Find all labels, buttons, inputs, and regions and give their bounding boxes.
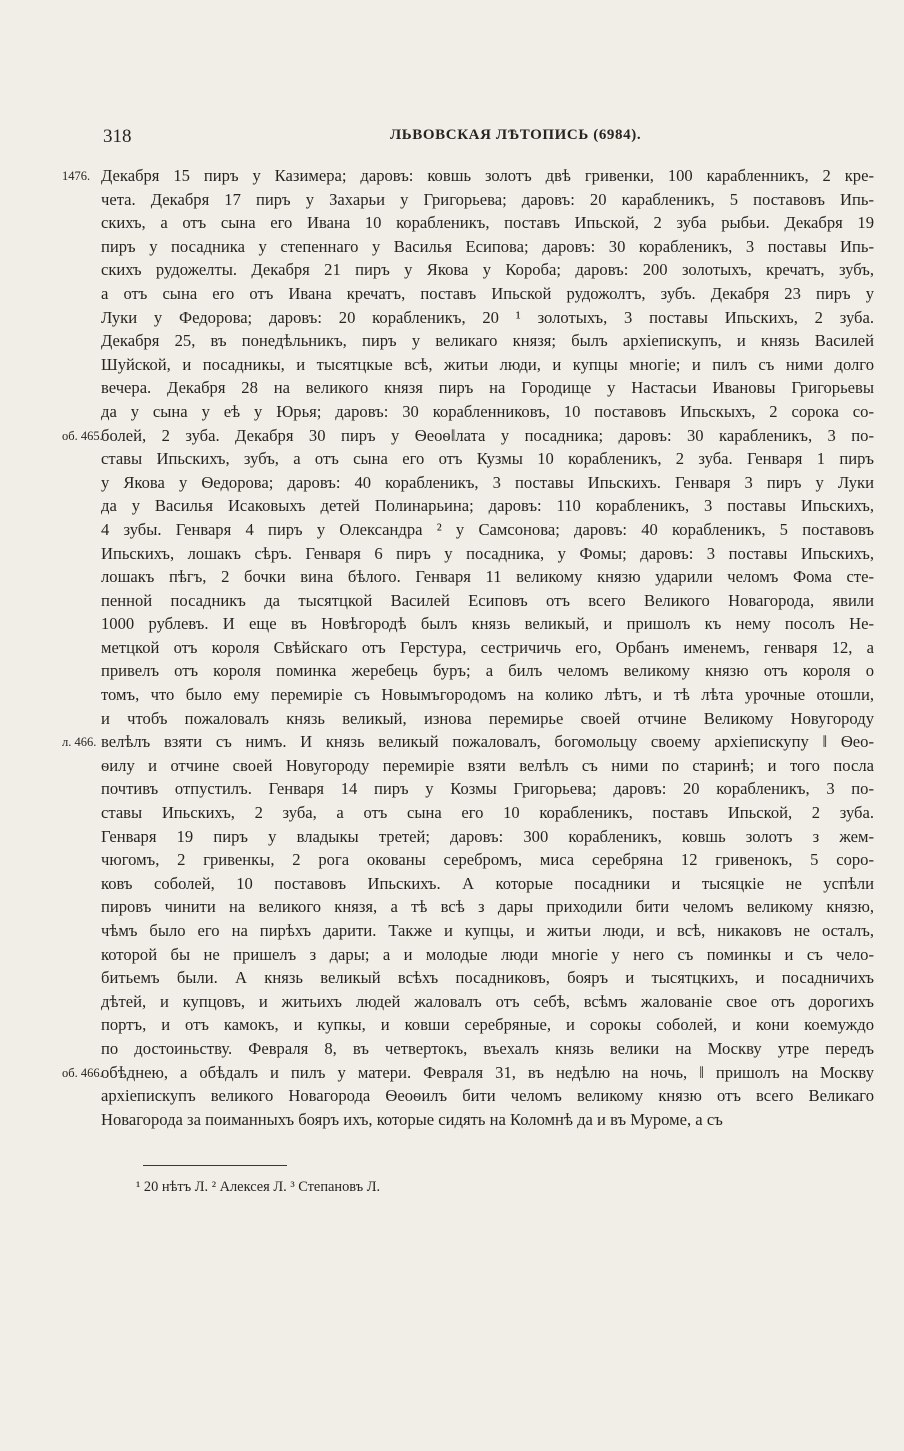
text-line [0, 235, 904, 259]
line-text: Декабря 15 пиръ у Казимера; даровъ: ковшь золотъ двѣ гривенки, 100 карабленникъ, 2 кре- [101, 166, 874, 185]
line-text: дѣтей, и купцовъ, и житьихъ людей жаловалъ отъ себѣ, всѣмъ жалованіе свое отъ дорогихъ [101, 991, 874, 1011]
line-text: привелъ отъ короля поминка жеребець буръ; а билъ челомъ великому князю отъ короля о [101, 661, 874, 681]
line-text: чюгомъ, 2 гривенкы, 2 рога окованы серебромъ, миса серебряна 12 гривенокъ, 5 соро- [101, 850, 874, 870]
line-text: а отъ сына его отъ Ивана кречатъ, поставъ Ипьской рудожолтъ, зубъ. Декабря 23 пиръ у [101, 283, 874, 303]
line-text: и чтобъ пожаловалъ князь великый, изнова перемирье своей отчине Великому Новугороду [101, 708, 874, 728]
line-text: ставы Ипьскихъ, 2 зуба, а отъ сына его 10 корабленикъ, поставъ Ипьской, 2 зуба. [101, 803, 874, 823]
text-line [0, 1084, 904, 1108]
text-line [0, 990, 904, 1014]
footnote-divider [143, 1165, 287, 1166]
line-text: скихъ, а отъ сына его Ивана 10 корабленикъ, поставъ Ипьской, 2 зуба рыбьи. Декабря 19 [101, 213, 874, 233]
margin-note-year: 1476. [62, 169, 91, 183]
text-line [0, 895, 904, 919]
text-line [0, 612, 904, 636]
running-title: ЛЬВОВСКАЯ ЛѢТОПИСЬ (6984). [390, 127, 642, 143]
line-text: битьемъ были. А князь великый всѣхъ посадниковъ, бояръ и тысятцкихъ, и посадничихъ [101, 968, 874, 988]
text-line [0, 282, 904, 306]
text-line [0, 919, 904, 943]
footnotes: ¹ 20 нѣтъ Л. ² Алексея Л. ³ Степановъ Л. [136, 1179, 381, 1195]
line-text: вечера. Декабря 28 на великого князя пиръ на Городище у Настасьи Ивановы Григорьевы [101, 378, 874, 398]
margin-note-ob465: об. 465. [62, 428, 103, 443]
text-line [0, 636, 904, 660]
line-text: томъ, что было ему перемиріе съ Новымъгородомъ на колико лѣтъ, и тѣ лѣта урочные отошли, [101, 685, 874, 705]
text-line [0, 1108, 904, 1132]
text-line [0, 872, 904, 896]
text-line [0, 565, 904, 589]
line-text: Генваря 19 пиръ у владыкы третей; даровъ: 300 корабленикъ, ковшь золотъ з жем- [101, 826, 874, 846]
line-text: пировъ чинити на великого князя, а тѣ всѣ з дары приходили бити челомъ великому князю, [101, 897, 874, 917]
text-line [0, 1037, 904, 1061]
text-line [0, 848, 904, 872]
line-text: по достоиньству. Февраля 8, въ четвертокъ, въехалъ князь велики на Москву утре передъ [101, 1038, 874, 1058]
line-text: архіепискупъ великого Новагорода Ѳеоѳилъ бити челомъ великому князю отъ всего Великаго [101, 1086, 874, 1106]
text-line [0, 730, 904, 754]
line-text: лошакъ пѣгъ, 2 бочки вина бѣлого. Генваря 11 великому князю ударили челомъ Фома сте- [101, 567, 874, 587]
text-line [0, 400, 904, 424]
text-line [0, 306, 904, 330]
text-line [0, 801, 904, 825]
margin-note-ob466: об. 466. [62, 1065, 103, 1080]
line-text: ѳилу и отчине своей Новугороду перемиріе взяти велѣлъ съ ними по старинѣ; и того посла [101, 755, 874, 775]
line-text: скихъ рудожелты. Декабря 21 пиръ у Якова у Короба; даровъ: 200 золотыхъ, кречатъ, зубъ, [101, 260, 874, 280]
text-line [0, 353, 904, 377]
line-text: Луки у Федорова; даровъ: 20 корабленикъ, 20 ¹ золотыхъ, 3 поставы Ипьскихъ, 2 зуба. [101, 307, 874, 327]
text-line [0, 494, 904, 518]
line-text: обѣднею, а обѣдалъ и пилъ у матери. Февраля 31, въ недѣлю на ночь, ‖ пришолъ на Москву [101, 1062, 874, 1082]
line-text: чета. Декабря 17 пиръ у Захарьи у Григорьева; даровъ: 20 карабленикъ, 5 поставовъ Ипь- [101, 189, 874, 209]
line-text: велѣлъ взяти съ нимъ. И князь великый пожаловалъ, богомольцу своему архіепискупу ‖ Ѳео- [101, 732, 874, 752]
text-line [0, 542, 904, 566]
text-line [0, 211, 904, 235]
line-text: Декабря 25, въ понедѣльникъ, пиръ у великаго князя; былъ архіепискупъ, и князь Василей [101, 331, 874, 351]
line-text: ставы Ипьскихъ, зубъ, а отъ сына его отъ Кузмы 10 корабленикъ, 2 зуба. Генваря 1 пиръ [101, 449, 874, 469]
text-line [0, 589, 904, 613]
text-line [0, 683, 904, 707]
line-text: пиръ у посадника у степеннаго у Василья Есипова; даровъ: 30 корабленикъ, 3 поставы Ипь- [101, 236, 874, 256]
text-line [0, 258, 904, 282]
line-text: пенной посадникъ да тысятцкой Василей Есиповъ отъ всего Великого Новагорода, явили [101, 590, 874, 610]
text-line [0, 1013, 904, 1037]
line-text: почтивъ отпустилъ. Генваря 14 пиръ у Козмы Григорьева; даровъ: 20 корабленикъ, 3 по- [101, 779, 874, 799]
line-text: у Якова у Ѳедорова; даровъ: 40 корабленикъ, 3 поставы Ипьскихъ. Генваря 3 пиръ у Луки [101, 472, 874, 492]
margin-note-l466: л. 466. [62, 735, 97, 750]
text-line [0, 471, 904, 495]
line-text: 1000 рублевъ. И еще въ Новѣгородѣ былъ князь великый, и пришолъ къ нему посолъ Не- [101, 614, 874, 634]
text-line [0, 966, 904, 990]
text-line [0, 329, 904, 353]
line-text: чѣмъ было его на пирѣхъ дарити. Также и купцы, и житьи люди, и всѣ, никаковъ не осталъ, [101, 921, 874, 940]
text-line [0, 164, 904, 188]
text-line [0, 707, 904, 731]
text-line [0, 754, 904, 778]
text-line [0, 424, 904, 448]
text-line [0, 1061, 904, 1085]
line-text: Ипьскихъ, лошакъ сѣръ. Генваря 6 пиръ у посадника, у Фомы; даровъ: 3 поставы Ипьскихъ, [101, 543, 874, 563]
text-line [0, 943, 904, 967]
text-line [0, 447, 904, 471]
text-line [0, 659, 904, 683]
line-text: ковъ соболей, 10 поставовъ Ипьскихъ. А которые посадники и тысяцкіе не успѣли [101, 873, 874, 893]
line-text: метцкой отъ короля Свѣйскаго отъ Герстура, сестричичь его, Орбанъ именемъ, генваря 12, а [101, 637, 874, 657]
line-text: да у Василья Исаковыхъ детей Полинарьина; даровъ: 110 корабленикъ, 3 поставы Ипьскихъ, [101, 496, 874, 516]
line-text: 4 зубы. Генваря 4 пиръ у Олександра ² у Самсонова; даровъ: 40 корабленикъ, 5 поставовъ [101, 519, 874, 539]
page-number: 318 [103, 126, 132, 147]
text-line [0, 188, 904, 212]
text-line [0, 825, 904, 849]
text-line [0, 518, 904, 542]
line-text: которой бы не пришелъ з дары; а и молодые люди многіе у него съ поминкы и съ чело- [101, 944, 874, 964]
line-text: да у сына у еѣ у Юрья; даровъ: 30 корабленниковъ, 10 поставовъ Ипьскыхъ, 2 сорока со- [101, 401, 874, 421]
page-header [0, 126, 904, 150]
line-text: Шуйской, и посадникы, и тысятцкые всѣ, житьи люди, и купцы многіе; и пилъ съ ними долго [101, 354, 874, 374]
line-text: портъ, и отъ камокъ, и купкы, и ковши серебряные, и сорокы соболей, и кони коемуждо [101, 1015, 874, 1035]
text-line [0, 376, 904, 400]
chronicle-text [0, 164, 904, 1131]
line-text: болей, 2 зуба. Декабря 30 пиръ у Ѳеоѳ‖лата у посадника; даровъ: 30 карабленикъ, 3 по- [101, 425, 874, 445]
line-text: Новагорода за поиманныхъ бояръ ихъ, которые сидять на Коломнѣ да и въ Муроме, а съ [101, 1109, 723, 1129]
text-line [0, 777, 904, 801]
